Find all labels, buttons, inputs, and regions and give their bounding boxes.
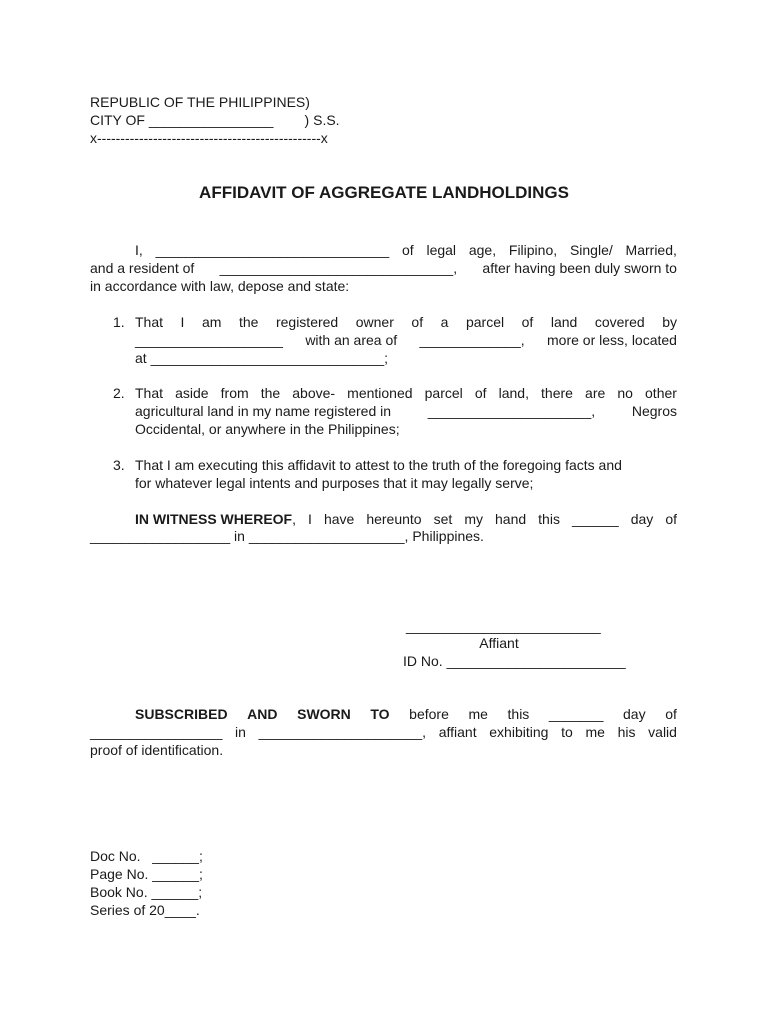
signature-line: _________________________ — [406, 618, 601, 634]
residence-blank: ______________________________, — [219, 260, 458, 276]
item-1-line-2 — [135, 331, 677, 349]
item-word: land, — [498, 385, 529, 401]
jurat-line-3: proof of identification. — [90, 742, 224, 758]
witness-word: I — [308, 511, 312, 527]
item-word: land — [550, 314, 578, 330]
page-number-line: Page No. ______; — [90, 866, 203, 882]
item-word: there — [541, 385, 573, 401]
witness-word: set — [433, 511, 453, 527]
item-2-number: 2. — [113, 385, 125, 401]
jurat-word: affiant — [438, 724, 477, 740]
item-word: aside — [175, 385, 209, 401]
witness-word: hereunto — [366, 511, 422, 527]
item-2-line-2 — [135, 402, 677, 420]
item-word: covered — [594, 314, 645, 330]
item-word: parcel — [465, 314, 505, 330]
intro-word: Married, — [625, 242, 677, 258]
day-blank: _______ — [548, 706, 604, 722]
item-word: registered — [275, 314, 339, 330]
book-number-line: Book No. ______; — [90, 884, 203, 900]
intro-line-3: in accordance with law, depose and state: — [90, 278, 350, 294]
intro-line-2 — [90, 259, 677, 277]
jurat-line-1 — [135, 705, 677, 723]
item-1-line-3: at ______________________________; — [135, 350, 389, 366]
jurat-bold-word: AND — [247, 706, 278, 722]
jurat-bold-word: TO — [370, 706, 390, 722]
item-word: by — [662, 314, 677, 330]
item-3-line-1: That I am executing this affidavit to attest to the truth of the foregoing facts and — [135, 457, 622, 473]
item-2-line-3: Occidental, or anywhere in the Philippines; — [135, 421, 400, 437]
series-line: Series of 20____. — [90, 902, 200, 918]
intro-word: of — [401, 242, 414, 258]
item-word: of — [411, 314, 424, 330]
month-blank: _________________ — [90, 724, 223, 740]
intro-word: Single/ — [569, 242, 613, 258]
republic-header: REPUBLIC OF THE PHILIPPINES) — [90, 94, 310, 110]
item-word: from — [220, 385, 249, 401]
item-text: Negros — [631, 403, 677, 419]
item-text: agricultural land in my name registered in — [135, 403, 392, 419]
jurat-word: before — [409, 706, 449, 722]
place-blank: _____________________, — [258, 724, 427, 740]
item-word: of — [474, 385, 487, 401]
affiant-label: Affiant — [479, 635, 519, 651]
separator-line: x------------------------------------------------x — [90, 130, 328, 146]
intro-text: and a resident of — [90, 260, 195, 276]
item-word: the — [260, 385, 281, 401]
item-word: am — [201, 314, 222, 330]
doc-number-line: Doc No. ______; — [90, 848, 203, 864]
intro-word: legal — [426, 242, 457, 258]
item-word: parcel — [424, 385, 463, 401]
witness-bold: IN WITNESS WHEREOF — [135, 511, 293, 527]
jurat-line-2 — [90, 723, 677, 741]
name-blank: ______________________________ — [155, 242, 390, 258]
witness-line-2: __________________ in ____________________, Philippines. — [90, 528, 484, 544]
item-word: That — [135, 314, 164, 330]
document-title: AFFIDAVIT OF AGGREGATE LANDHOLDINGS — [199, 183, 569, 202]
witness-word: this — [538, 511, 560, 527]
jurat-word: me — [585, 724, 605, 740]
witness-line-1 — [135, 510, 677, 528]
intro-word: age, — [468, 242, 497, 258]
item-text: with an area of — [305, 332, 398, 348]
witness-word: of — [665, 511, 677, 527]
item-word: no — [617, 385, 633, 401]
item-1-line-1 — [135, 313, 677, 331]
item-word: mentioned — [347, 385, 413, 401]
item-word: That — [135, 385, 164, 401]
intro-word: I, — [135, 242, 143, 258]
item-word: above- — [292, 385, 336, 401]
item-word: owner — [355, 314, 394, 330]
day-blank: ______ — [571, 511, 619, 527]
title-blank: ___________________ — [135, 332, 283, 348]
item-text: more or less, located — [547, 332, 677, 348]
intro-text: after having been duly sworn to — [482, 260, 677, 276]
jurat-word: of — [665, 706, 677, 722]
item-word: of — [521, 314, 534, 330]
jurat-word: in — [235, 724, 246, 740]
city-line: CITY OF ________________ ) S.S. — [90, 112, 340, 128]
item-3-line-2: for whatever legal intents and purposes that it may legally serve; — [135, 475, 534, 491]
witness-clause — [135, 510, 296, 528]
jurat-word: this — [507, 706, 530, 722]
jurat-bold-word: SUBSCRIBED — [135, 706, 228, 722]
witness-word: day — [630, 511, 654, 527]
item-word: are — [585, 385, 606, 401]
jurat-word: exhibiting — [489, 724, 549, 740]
jurat-word: day — [623, 706, 646, 722]
jurat-word: his — [617, 724, 636, 740]
registry-blank: _____________________, — [427, 403, 596, 419]
jurat-word: me — [468, 706, 488, 722]
item-word: other — [645, 385, 677, 401]
area-blank: _____________, — [419, 332, 525, 348]
id-number-line: ID No. _______________________ — [403, 653, 626, 669]
witness-comma: , — [292, 511, 297, 527]
witness-word: have — [323, 511, 355, 527]
witness-word: my — [464, 511, 483, 527]
item-3-number: 3. — [113, 457, 125, 473]
intro-word: Filipino, — [508, 242, 558, 258]
jurat-word: valid — [648, 724, 677, 740]
item-word: a — [440, 314, 449, 330]
item-word: the — [238, 314, 259, 330]
jurat-word: to — [561, 724, 573, 740]
item-2-line-1 — [135, 384, 677, 402]
item-1-number: 1. — [113, 314, 125, 330]
intro-line-1 — [135, 241, 677, 259]
item-word: I — [180, 314, 185, 330]
witness-word: hand — [495, 511, 527, 527]
jurat-bold-word: SWORN — [297, 706, 351, 722]
